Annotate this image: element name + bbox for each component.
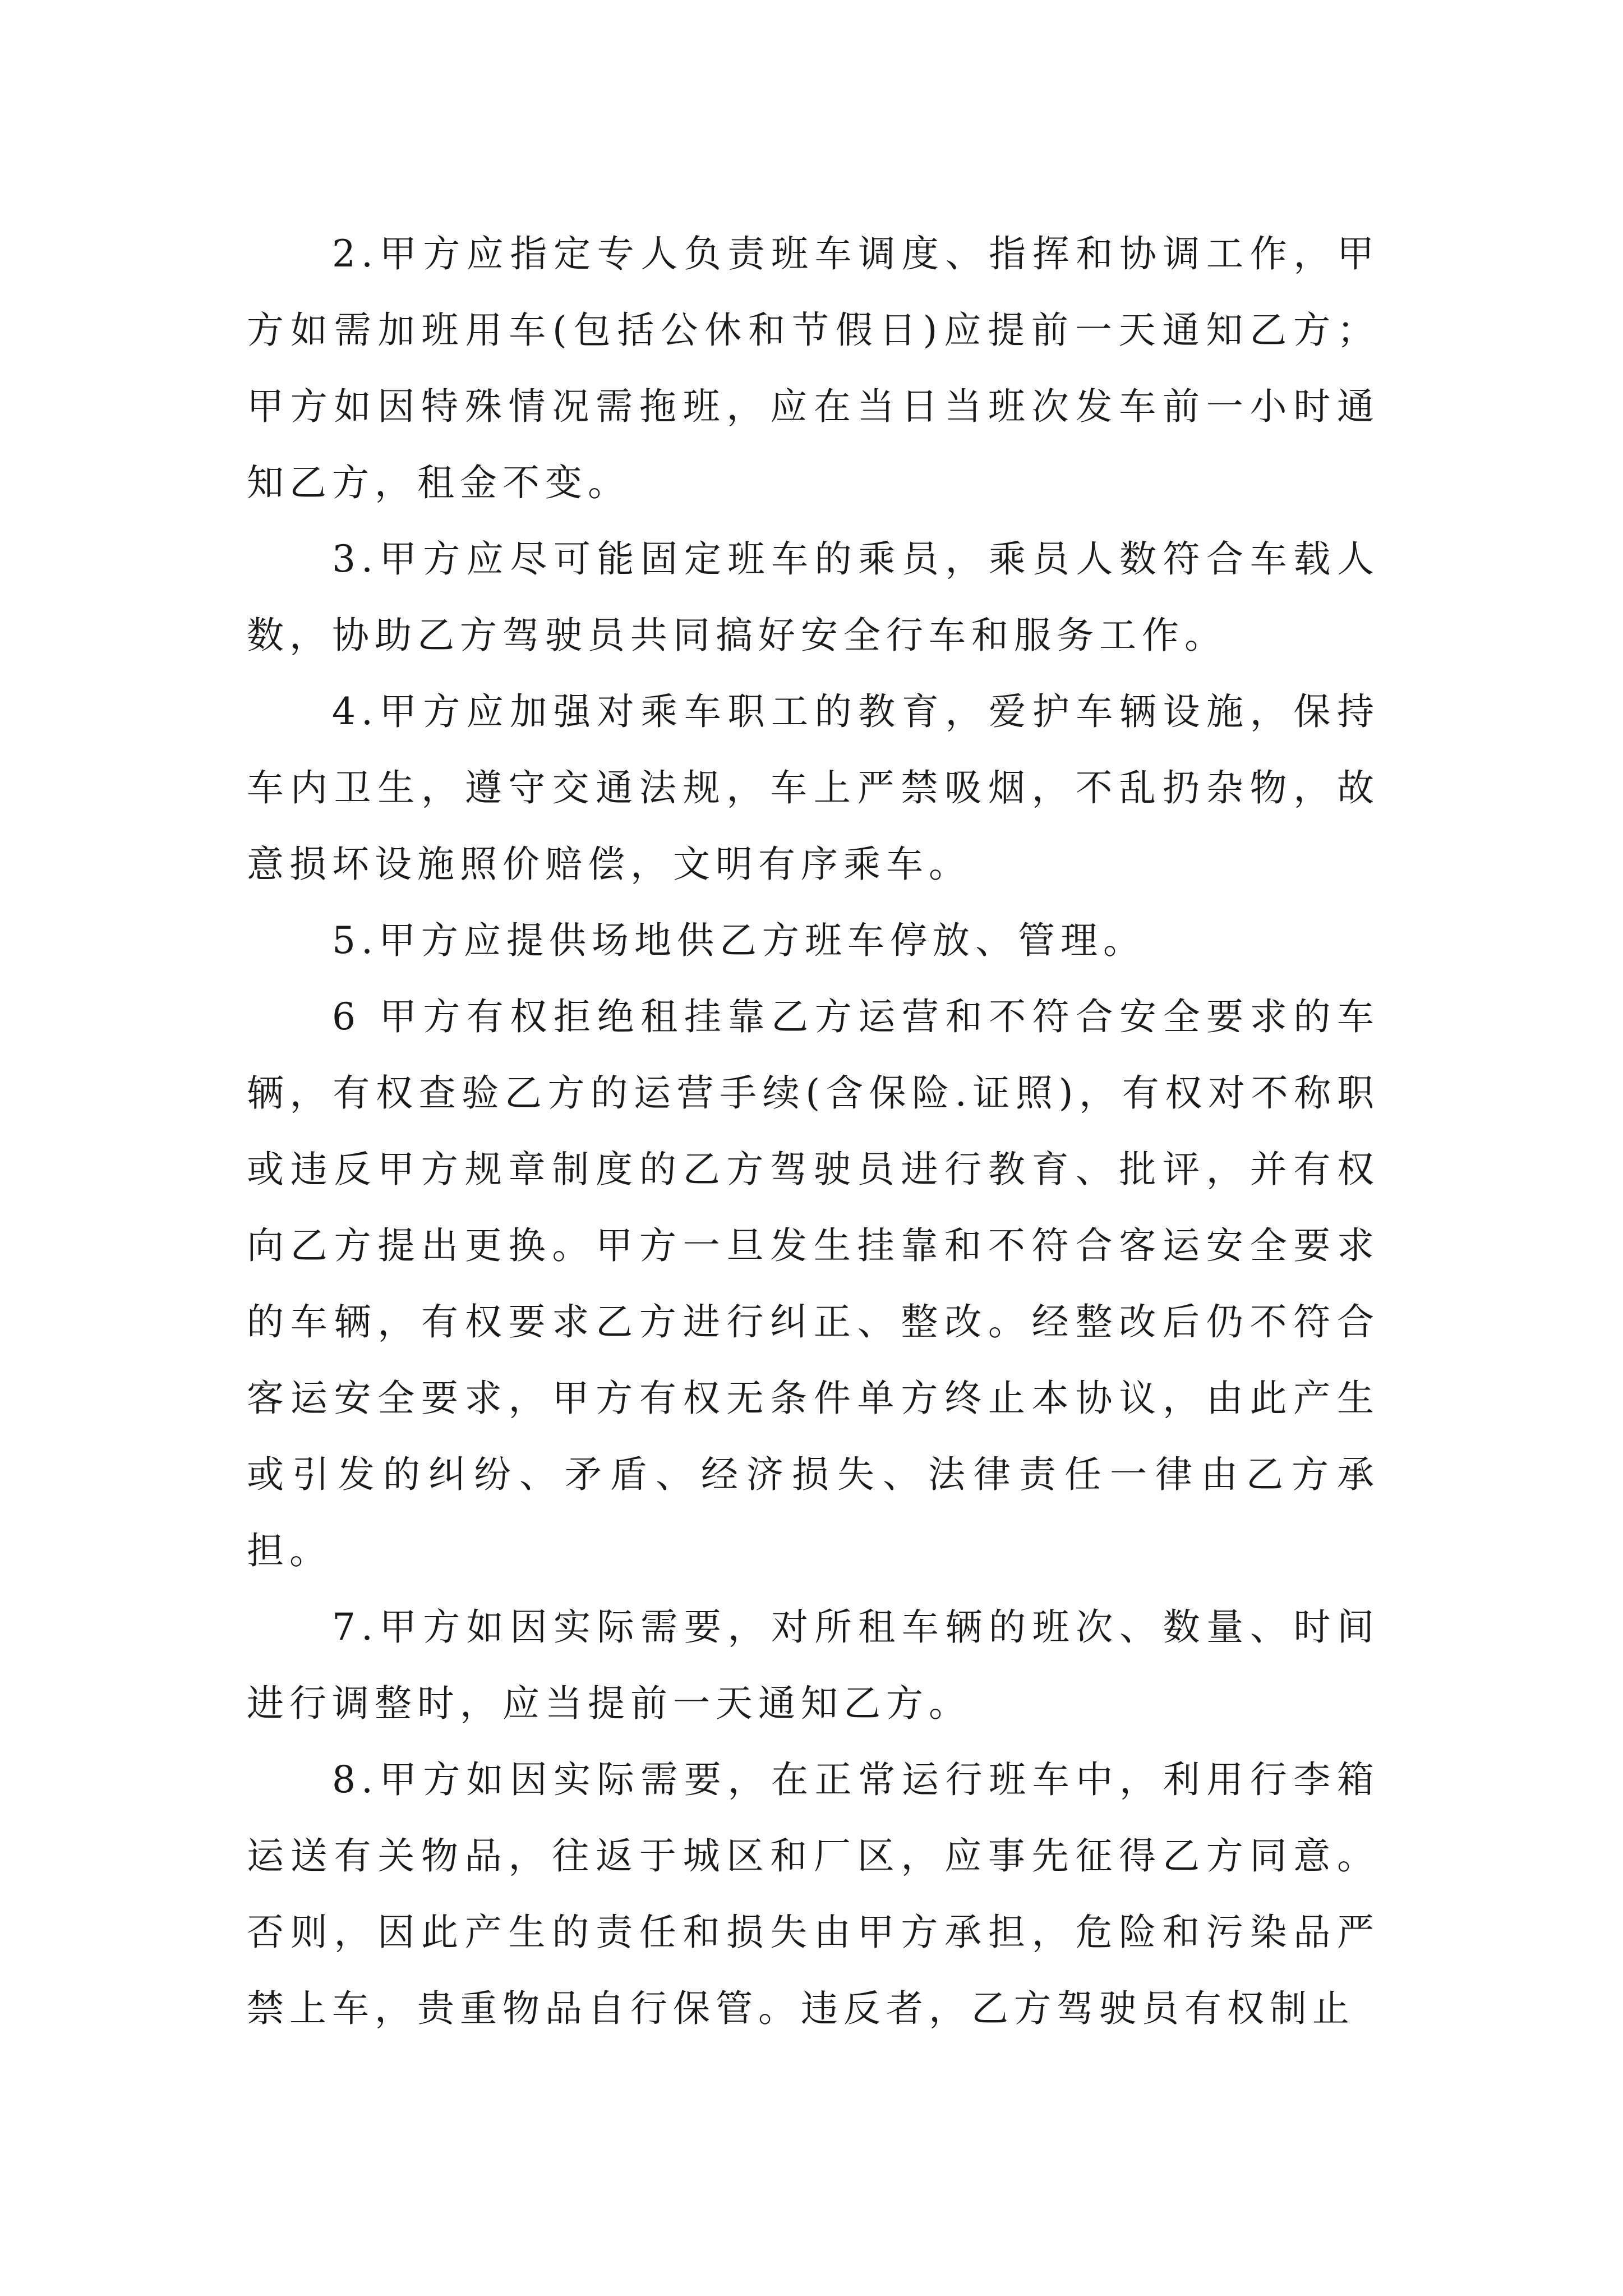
clause-4-paragraph: 4.甲方应加强对乘车职工的教育，爱护车辆设施，保持车内卫生，遵守交通法规，车上严禁吸烟，不乱扔杂物，故意损坏设施照价赔偿，文明有序乘车。 [247, 690, 1380, 886]
clause-5-paragraph: 5.甲方应提供场地供乙方班车停放、管理。 [332, 919, 1146, 962]
clause-2-paragraph: 2.甲方应指定专人负责班车调度、指挥和协调工作，甲方如需加班用车(包括公休和节假日)应提前一天通知乙方；甲方如因特殊情况需拖班，应在当日当班次发车前一小时通知乙方，租金不变。 [247, 232, 1380, 504]
clause-7-paragraph: 7.甲方如因实际需要，对所租车辆的班次、数量、时间进行调整时，应当提前一天通知乙方。 [247, 1605, 1380, 1725]
clause-3-paragraph: 3.甲方应尽可能固定班车的乘员，乘员人数符合车载人数，协助乙方驾驶员共同搞好安全行车和服务工作。 [247, 537, 1380, 657]
clause-8-paragraph: 8.甲方如因实际需要，在正常运行班车中，利用行李箱运送有关物品，往返于城区和厂区，应事先征得乙方同意。否则，因此产生的责任和损失由甲方承担，危险和污染品严禁上车，贵重物品自行保管。违反者，乙方驾驶员有权制止 [247, 1758, 1380, 2030]
clause-6-paragraph: 6 甲方有权拒绝租挂靠乙方运营和不符合安全要求的车辆，有权查验乙方的运营手续(含保险.证照)，有权对不称职或违反甲方规章制度的乙方驾驶员进行教育、批评，并有权向乙方提出更换。甲方一旦发生挂靠和不符合客运安全要求的车辆，有权要求乙方进行纠正、整改。经整改后仍不符合客运安全要求，甲方有权无条件单方终止本协议，由此产生或引发的纠纷、矛盾、经济损失、法律责任一律由乙方承担。 [247, 995, 1380, 1572]
document-body [247, 216, 1380, 2047]
